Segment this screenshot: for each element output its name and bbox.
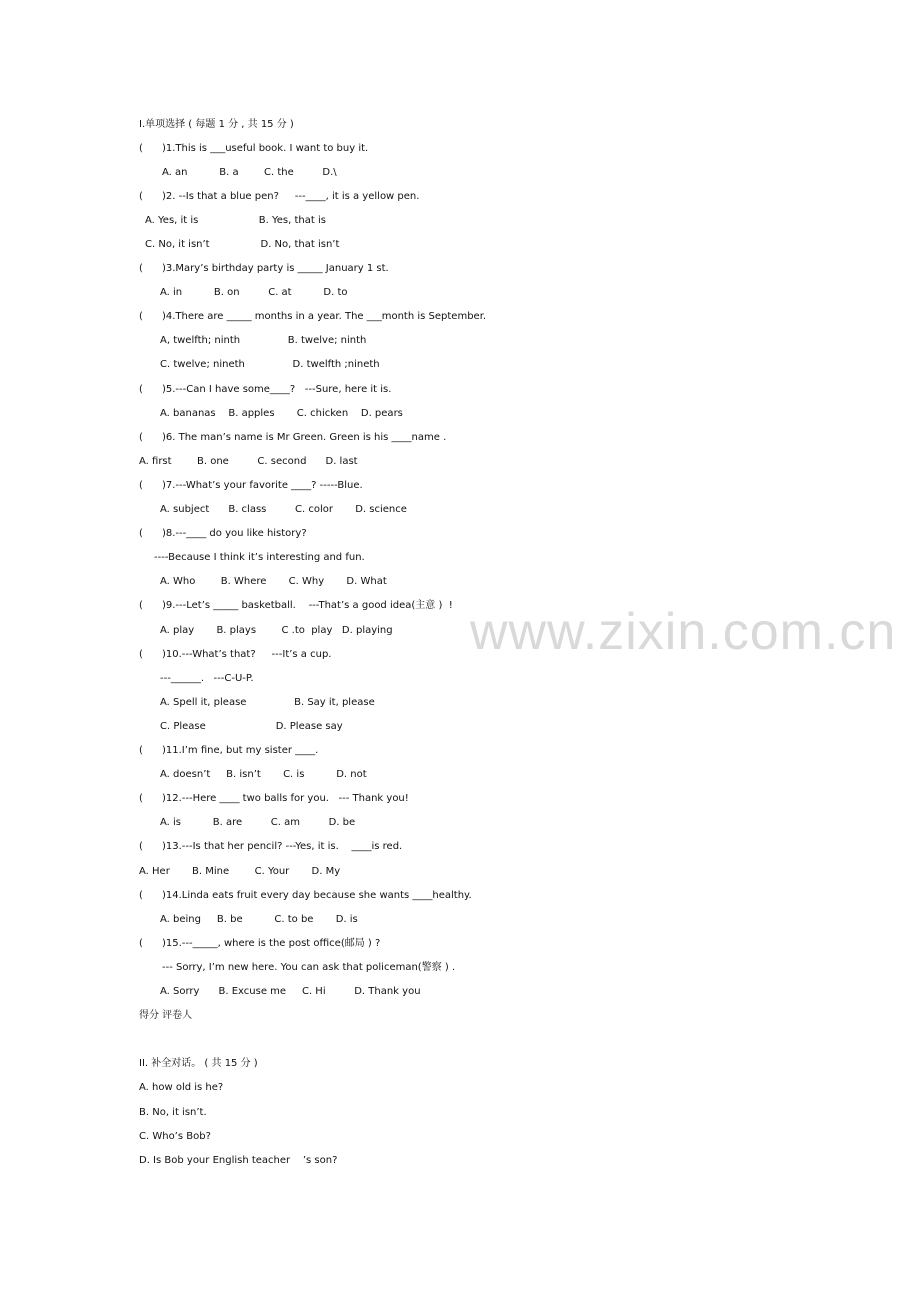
q10-options-cd: C. Please D. Please say xyxy=(160,721,343,732)
q5-question: ( )5.---Can I have some____? ---Sure, here it is. xyxy=(139,384,392,395)
q15-question: ( )15.---_____, where is the post office(邮局 ) ? xyxy=(139,938,381,949)
q4-question: ( )4.There are _____ months in a year. The ___month is September. xyxy=(139,311,487,322)
q9-question: ( )9.---Let’s _____ basketball. ---That’s a good idea(主意 ) ! xyxy=(139,600,453,611)
dialogue-option-b: B. No, it isn’t. xyxy=(139,1107,207,1118)
q9-options: A. play B. plays C .to play D. playing xyxy=(160,625,393,636)
q14-options: A. being B. be C. to be D. is xyxy=(160,914,358,925)
q2-options-ab: A. Yes, it is B. Yes, that is xyxy=(145,215,326,226)
q15-dialogue: --- Sorry, I’m new here. You can ask that policeman(警察 ) . xyxy=(162,962,456,973)
q14-question: ( )14.Linda eats fruit every day because she wants ____healthy. xyxy=(139,890,472,901)
q2-options-cd: C. No, it isn’t D. No, that isn’t xyxy=(145,239,340,250)
q13-question: ( )13.---Is that her pencil? ---Yes, it is. ____is red. xyxy=(139,841,403,852)
q10-options-ab: A. Spell it, please B. Say it, please xyxy=(160,697,375,708)
dialogue-option-d: D. Is Bob your English teacher ’s son? xyxy=(139,1155,338,1166)
q1-options: A. an B. a C. the D.\ xyxy=(162,167,337,178)
q6-question: ( )6. The man’s name is Mr Green. Green is his ____name . xyxy=(139,432,447,443)
dialogue-option-c: C. Who’s Bob? xyxy=(139,1131,211,1142)
q7-question: ( )7.---What’s your favorite ____? -----Blue. xyxy=(139,480,363,491)
q3-options: A. in B. on C. at D. to xyxy=(160,287,348,298)
q10-question: ( )10.---What’s that? ---It’s a cup. xyxy=(139,649,332,660)
q8-options: A. Who B. Where C. Why D. What xyxy=(160,576,387,587)
watermark: www.zixin.com.cn xyxy=(470,603,897,661)
q1-question: ( )1.This is ___useful book. I want to buy it. xyxy=(139,143,369,154)
q7-options: A. subject B. class C. color D. science xyxy=(160,504,407,515)
q8-question: ( )8.---____ do you like history? xyxy=(139,528,307,539)
q4-options-ab: A, twelfth; ninth B. twelve; ninth xyxy=(160,335,367,346)
q3-question: ( )3.Mary’s birthday party is _____ January 1 st. xyxy=(139,263,389,274)
q6-options: A. first B. one C. second D. last xyxy=(139,456,358,467)
q11-options: A. doesn’t B. isn’t C. is D. not xyxy=(160,769,367,780)
q12-options: A. is B. are C. am D. be xyxy=(160,817,356,828)
q13-options: A. Her B. Mine C. Your D. My xyxy=(139,866,341,877)
dialogue-option-a: A. how old is he? xyxy=(139,1082,224,1093)
q11-question: ( )11.I’m fine, but my sister ____. xyxy=(139,745,319,756)
q5-options: A. bananas B. apples C. chicken D. pears xyxy=(160,408,403,419)
q12-question: ( )12.---Here ____ two balls for you. --- Thank you! xyxy=(139,793,409,804)
q2-question: ( )2. --Is that a blue pen? ---____, it is a yellow pen. xyxy=(139,191,420,202)
score-grader-label: 得分 评卷人 xyxy=(139,1010,193,1021)
q8-answer: ----Because I think it’s interesting and fun. xyxy=(154,552,365,563)
q15-options: A. Sorry B. Excuse me C. Hi D. Thank you xyxy=(160,986,421,997)
q10-dialogue: ---______. ---C-U-P. xyxy=(160,673,254,684)
section-2-title: II. 补全对话。 ( 共 15 分 ) xyxy=(139,1058,258,1069)
q4-options-cd: C. twelve; nineth D. twelfth ;nineth xyxy=(160,359,380,370)
section-1-title: I.单项选择 ( 每题 1 分 , 共 15 分 ) xyxy=(139,119,294,130)
